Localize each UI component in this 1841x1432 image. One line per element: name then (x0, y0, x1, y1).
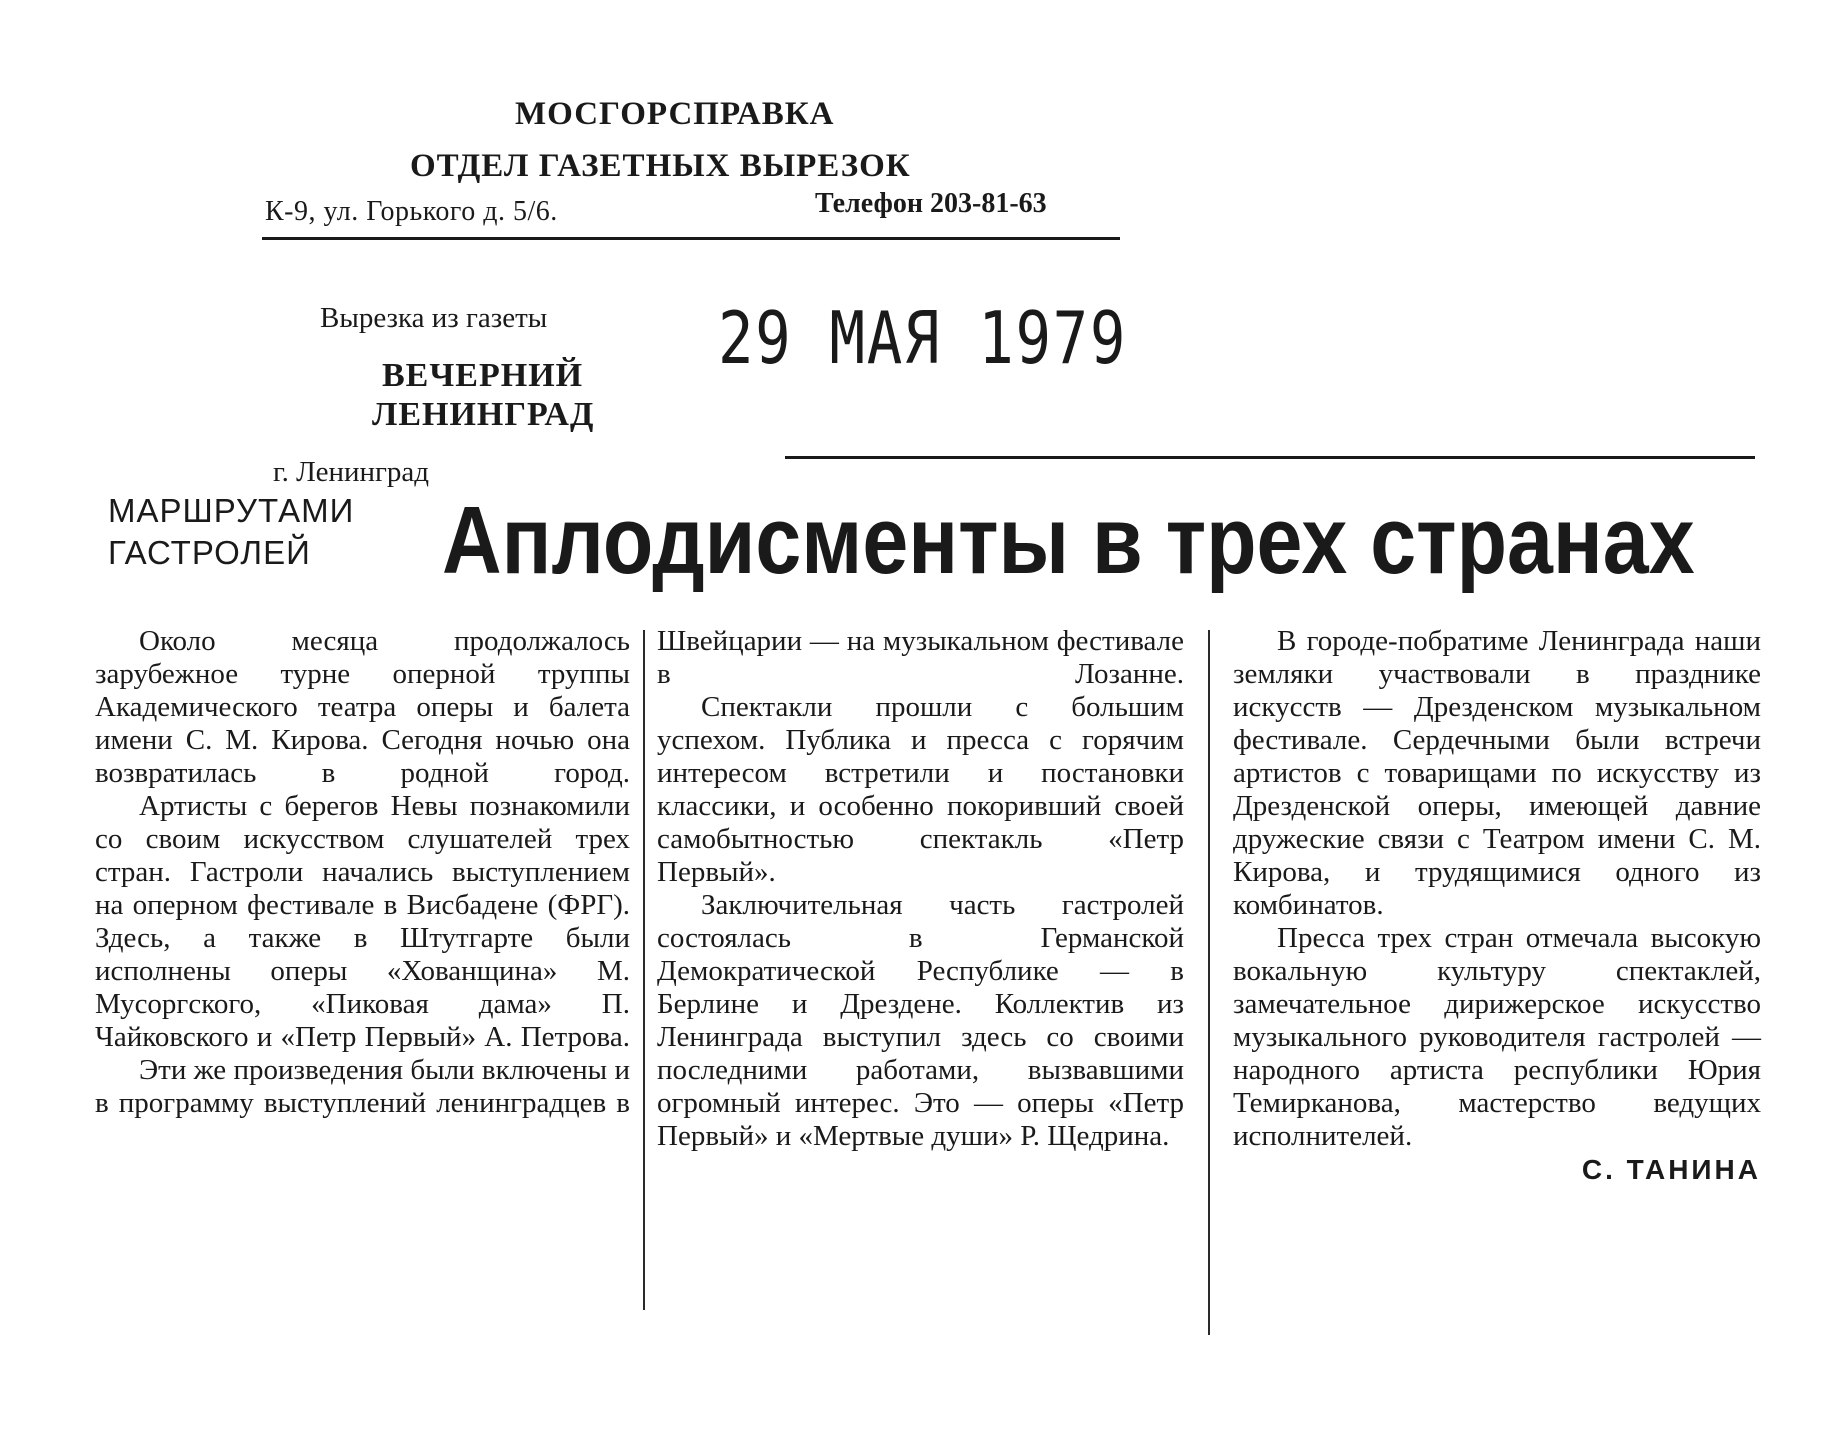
date-stamp: 29 МАЯ 1979 (718, 296, 1128, 380)
article-column-1 (95, 625, 630, 1120)
agency-address: К-9, ул. Горького д. 5/6. (265, 196, 558, 227)
column-divider (1208, 630, 1210, 1335)
newspaper-name-line2: ЛЕНИНГРАД (372, 396, 595, 433)
rubric-line1: МАРШРУТАМИ (108, 492, 355, 529)
rubric (108, 490, 354, 574)
paragraph: В городе-побратиме Ленинграда наши земляки участвовали в празднике искусств — Дрезденском музыкальном фестивале. Сердечными были встречи артистов с товарищами по искусству из Дрезденской оперы, имеющей давние дружеские связи с Театром имени С. М. Кирова, и трудящимися одного из комбинатов. (1233, 625, 1761, 921)
department-name: ОТДЕЛ ГАЗЕТНЫХ ВЫРЕЗОК (410, 148, 911, 184)
signature-line (1233, 1153, 1761, 1186)
paragraph: Спектакли прошли с большим успехом. Публика и пресса с горячим интересом встретили и постановки классики, и особенно покоривший своей самобытностью спектакль «Петр Первый». (657, 691, 1184, 888)
newspaper-city: г. Ленинград (273, 456, 430, 488)
article-headline: Аплодисменты в трех странах (442, 487, 1695, 594)
column-divider (643, 630, 645, 1310)
author-signature: С. ТАНИНА (1581, 1154, 1761, 1185)
clipping-label: Вырезка из газеты (320, 302, 548, 334)
paragraph: Заключительная часть гастролей состоялась в Германской Демократической Республике — в Берлине и Дрездене. Коллектив из Ленинграда выступил здесь со своими последними работами, вызвавшими огромный интерес. Это — оперы «Петр Первый» и «Мертвые души» Р. Щедрина. (657, 889, 1184, 1152)
paragraph: Артисты с берегов Невы познакомили со своим искусством слушателей трех стран. Гастроли начались выступлением на оперном фестивале в Висбадене (ФРГ). Здесь, а также в Штутгарте были исполнены оперы «Хованщина» М. Мусоргского, «Пиковая дама» П. Чайковского и «Петр Первый» А. Петрова. (95, 790, 630, 1053)
agency-name: МОСГОРСПРАВКА (515, 96, 835, 132)
article-column-3 (1233, 625, 1761, 1186)
paragraph: Швейцарии — на музыкальном фестивале в Лозанне. (657, 625, 1184, 690)
header-rule (262, 237, 1120, 240)
article-column-2 (657, 625, 1184, 1153)
headline-rule (785, 456, 1755, 459)
paragraph: Эти же произведения были включены и в программу выступлений ленинградцев в (95, 1054, 630, 1119)
newspaper-name-line1: ВЕЧЕРНИЙ (382, 357, 584, 394)
rubric-line2: ГАСТРОЛЕЙ (108, 534, 311, 571)
paragraph: Около месяца продолжалось зарубежное турне оперной труппы Академического театра оперы и балета имени С. М. Кирова. Сегодня ночью она возвратилась в родной город. (95, 625, 630, 789)
paragraph: Пресса трех стран отмечала высокую вокальную культуру спектаклей, замечательное дирижерское искусство музыкального руководителя гастролей — народного артиста республики Юрия Темирканова, мастерство ведущих исполнителей. (1233, 922, 1761, 1152)
agency-phone: Телефон 203-81-63 (815, 188, 1047, 219)
